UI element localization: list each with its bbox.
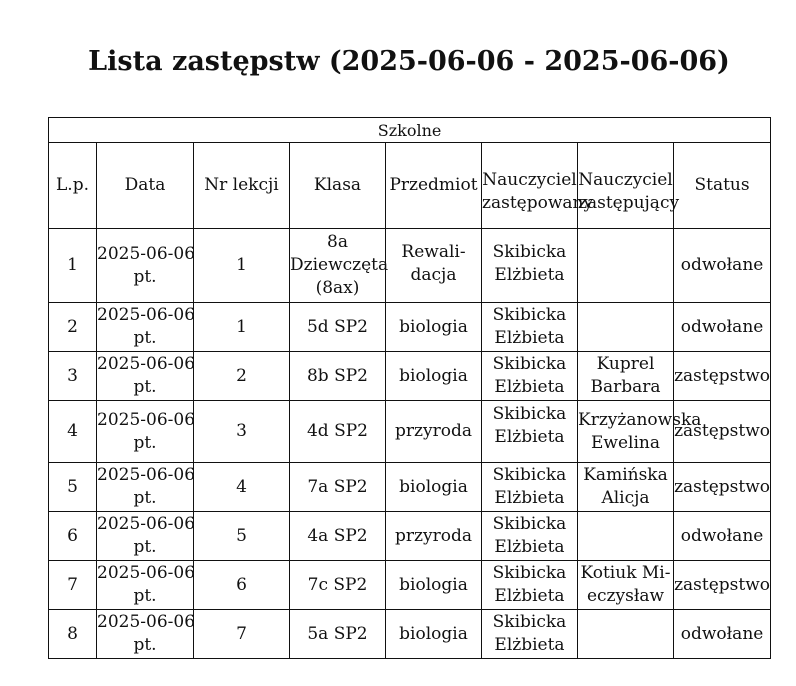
- header-lp: L.p.: [49, 143, 97, 229]
- cell-lesson: 7: [194, 610, 290, 659]
- header-absent-line-2: zastępowany: [482, 193, 594, 213]
- cell-date: [97, 229, 194, 303]
- cell-substitute-teacher: [578, 463, 674, 512]
- cell-subject-line: biologia: [399, 316, 468, 337]
- cell-lesson: 4: [194, 463, 290, 512]
- cell-substitute-teacher-line: Ewelina: [591, 432, 660, 453]
- cell-class-line: 8b SP2: [306, 365, 368, 386]
- cell-status: zastępstwo: [674, 401, 771, 463]
- cell-absent-teacher: [482, 229, 578, 303]
- cell-class: [290, 352, 386, 401]
- header-absent-line-1: Nauczyciel: [482, 170, 577, 190]
- cell-subject-line: biologia: [399, 623, 468, 644]
- cell-substitute-teacher-line: Alicja: [601, 488, 650, 508]
- cell-lp: 6: [49, 512, 97, 561]
- cell-lesson: 6: [194, 561, 290, 610]
- cell-date: [97, 401, 194, 463]
- header-date: Data: [97, 143, 194, 229]
- cell-substitute-teacher-line: Kotiuk Mi-: [580, 563, 671, 583]
- cell-day-value: pt.: [133, 635, 157, 655]
- cell-subject: [386, 229, 482, 303]
- cell-absent-teacher-line: Elżbieta: [494, 488, 565, 508]
- cell-class: [290, 463, 386, 512]
- header-status: Status: [674, 143, 771, 229]
- cell-lesson: 5: [194, 512, 290, 561]
- cell-status: zastępstwo: [674, 561, 771, 610]
- cell-subject-line: Rewali-: [401, 242, 466, 262]
- cell-subject-line: biologia: [399, 476, 468, 497]
- cell-lp: 4: [49, 401, 97, 463]
- page-title: Lista zastępstw (2025-06-06 - 2025-06-06): [88, 46, 730, 77]
- cell-class-line: 7c SP2: [307, 574, 368, 595]
- cell-substitute-teacher: [578, 401, 702, 463]
- cell-lp: 7: [49, 561, 97, 610]
- cell-lp: 8: [49, 610, 97, 659]
- cell-day-value: pt.: [133, 328, 157, 348]
- cell-lp: 1: [49, 229, 97, 303]
- cell-absent-teacher-line: Elżbieta: [494, 635, 565, 655]
- cell-substitute-teacher-line: Krzyżanowska: [578, 409, 702, 430]
- cell-class-line: 8a: [327, 232, 348, 252]
- cell-date-value: 2025-06-06: [97, 305, 196, 325]
- table-row: [49, 463, 771, 512]
- cell-date: [97, 463, 194, 512]
- cell-date-value: 2025-06-06: [97, 563, 196, 583]
- cell-day-value: pt.: [133, 488, 157, 508]
- cell-day-value: pt.: [133, 537, 157, 557]
- cell-lesson: 3: [194, 401, 290, 463]
- cell-subject-line: biologia: [399, 365, 468, 386]
- cell-class: [290, 561, 386, 610]
- cell-subject: [386, 561, 482, 610]
- cell-absent-teacher-line: Skibicka: [492, 514, 567, 534]
- cell-absent-teacher-line: Skibicka: [492, 354, 567, 374]
- header-substitute-line-2: zastępujący: [578, 193, 680, 213]
- cell-substitute-teacher: [578, 610, 674, 659]
- cell-status: odwołane: [674, 229, 771, 303]
- cell-absent-teacher: [482, 303, 578, 352]
- cell-status: odwołane: [674, 610, 771, 659]
- cell-day-value: pt.: [133, 586, 157, 606]
- cell-substitute-teacher: [578, 352, 674, 401]
- cell-subject-line: przyroda: [395, 421, 472, 441]
- table-header-row: [49, 143, 771, 229]
- cell-date-value: 2025-06-06: [97, 243, 196, 264]
- cell-absent-teacher-line: Skibicka: [492, 242, 567, 262]
- cell-class-line: 5a SP2: [307, 623, 368, 644]
- cell-subject: [386, 303, 482, 352]
- header-absent-teacher: [482, 143, 594, 229]
- cell-absent-teacher: [482, 401, 578, 463]
- cell-lp: 5: [49, 463, 97, 512]
- cell-substitute-teacher-line: eczysław: [586, 586, 665, 606]
- cell-absent-teacher-line: Elżbieta: [494, 537, 565, 557]
- substitutions-table: [48, 117, 771, 659]
- cell-absent-teacher-line: Elżbieta: [494, 586, 565, 606]
- cell-substitute-teacher-line: Kuprel: [596, 354, 655, 374]
- cell-substitute-teacher: [578, 229, 674, 303]
- cell-absent-teacher-line: Elżbieta: [494, 265, 565, 285]
- cell-subject: [386, 352, 482, 401]
- cell-class: [290, 610, 386, 659]
- table-row: [49, 352, 771, 401]
- cell-substitute-teacher-line: Barbara: [590, 377, 661, 397]
- cell-class-line: Dziewczęta: [290, 255, 389, 275]
- cell-class: [290, 512, 386, 561]
- table-row: [49, 229, 771, 303]
- cell-date-value: 2025-06-06: [97, 354, 196, 374]
- cell-lesson: 1: [194, 229, 290, 303]
- header-substitute-line-1: Nauczyciel: [578, 170, 673, 190]
- cell-lp: 3: [49, 352, 97, 401]
- cell-subject-line: dacja: [410, 265, 457, 285]
- cell-day-value: pt.: [133, 266, 157, 287]
- cell-date-value: 2025-06-06: [97, 514, 196, 534]
- cell-absent-teacher-line: Elżbieta: [494, 427, 565, 447]
- cell-date-value: 2025-06-06: [97, 612, 196, 632]
- cell-absent-teacher-line: Elżbieta: [494, 377, 565, 397]
- cell-substitute-teacher: [578, 561, 674, 610]
- table-row: [49, 610, 771, 659]
- cell-status: zastępstwo: [674, 352, 771, 401]
- cell-substitute-teacher: [578, 303, 674, 352]
- table-row: [49, 401, 771, 463]
- header-lesson: Nr lekcji: [194, 143, 290, 229]
- cell-lesson: 1: [194, 303, 290, 352]
- cell-substitute-teacher-line: Kamińska: [583, 465, 668, 485]
- cell-lesson: 2: [194, 352, 290, 401]
- cell-subject-line: przyroda: [395, 525, 472, 546]
- cell-absent-teacher-line: Elżbieta: [494, 328, 565, 348]
- cell-date: [97, 561, 194, 610]
- header-class: Klasa: [290, 143, 386, 229]
- table-row: [49, 561, 771, 610]
- cell-subject: [386, 512, 482, 561]
- cell-absent-teacher-line: Skibicka: [492, 404, 567, 424]
- cell-subject: [386, 401, 482, 463]
- cell-class-line: (8ax): [315, 278, 360, 298]
- cell-absent-teacher: [482, 463, 578, 512]
- cell-class: [290, 303, 386, 352]
- cell-class-line: 5d SP2: [306, 316, 368, 337]
- header-subject: Przedmiot: [386, 143, 482, 229]
- cell-class-line: 4d SP2: [306, 421, 368, 441]
- cell-absent-teacher: [482, 561, 578, 610]
- cell-absent-teacher: [482, 352, 578, 401]
- cell-substitute-teacher: [578, 512, 674, 561]
- cell-day-value: pt.: [133, 432, 157, 453]
- cell-absent-teacher: [482, 512, 578, 561]
- cell-status: zastępstwo: [674, 463, 771, 512]
- table-row: [49, 303, 771, 352]
- cell-date: [97, 610, 194, 659]
- cell-date-value: 2025-06-06: [97, 465, 196, 485]
- cell-subject-line: biologia: [399, 574, 468, 595]
- cell-class-line: 7a SP2: [307, 476, 368, 497]
- cell-absent-teacher-line: Skibicka: [492, 465, 567, 485]
- table-group-header: Szkolne: [49, 118, 771, 143]
- cell-class: [290, 229, 389, 303]
- cell-subject: [386, 463, 482, 512]
- cell-absent-teacher-line: Skibicka: [492, 612, 567, 632]
- cell-day-value: pt.: [133, 377, 157, 397]
- cell-date: [97, 352, 194, 401]
- cell-absent-teacher-line: Skibicka: [492, 305, 567, 325]
- cell-date: [97, 512, 194, 561]
- cell-class: [290, 401, 386, 463]
- cell-lp: 2: [49, 303, 97, 352]
- cell-status: odwołane: [674, 512, 771, 561]
- cell-date: [97, 303, 194, 352]
- header-substitute-teacher: [578, 143, 680, 229]
- table-row: [49, 512, 771, 561]
- cell-subject: [386, 610, 482, 659]
- cell-status: odwołane: [674, 303, 771, 352]
- cell-class-line: 4a SP2: [307, 525, 368, 546]
- cell-absent-teacher-line: Skibicka: [492, 563, 567, 583]
- cell-date-value: 2025-06-06: [97, 409, 196, 430]
- cell-absent-teacher: [482, 610, 578, 659]
